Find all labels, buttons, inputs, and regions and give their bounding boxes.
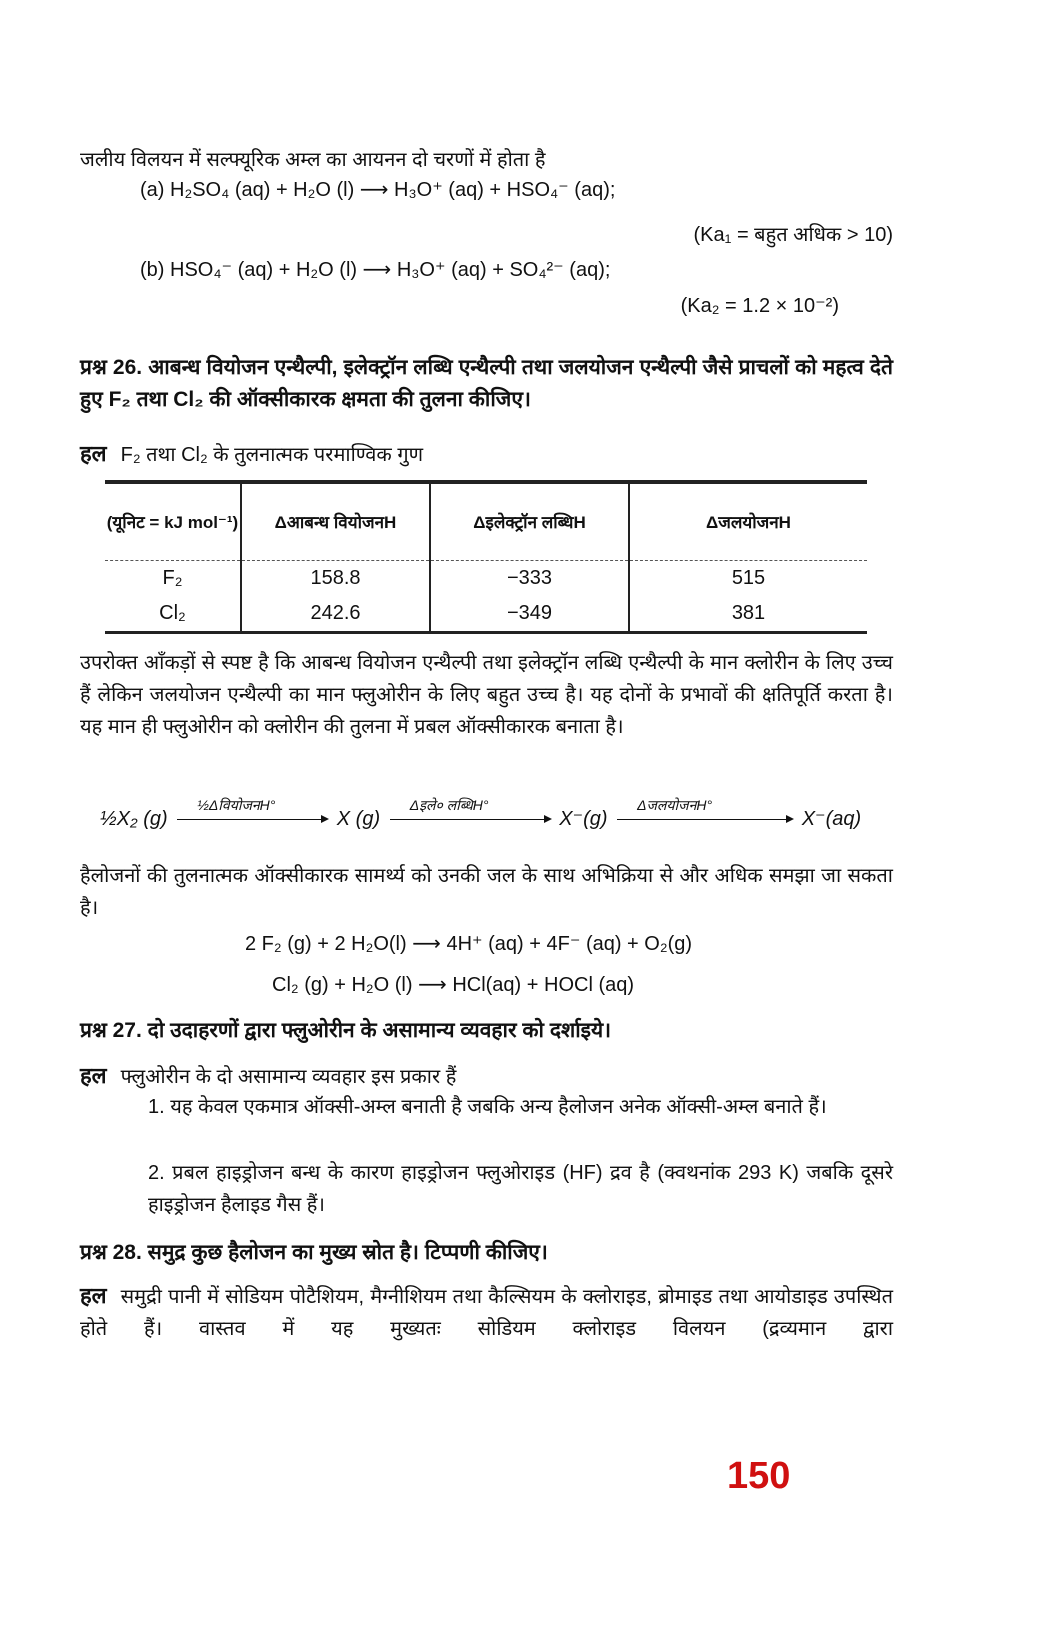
question-28 <box>80 1238 548 1266</box>
solution-text: समुद्री पानी में सोडियम पोटैशियम, मैग्नीशियम तथा कैल्सियम के क्लोराइड, ब्रोमाइड तथा आयोडाइड उपस्थित होते हैं। वास्तव में यह मुख्यतः सोडियम क्लोराइड विलयन (द्रव्यमान द्वारा <box>80 1286 893 1340</box>
intro-text: जलीय विलयन में सल्फ्यूरिक अम्ल का आयनन दो चरणों में होता है <box>80 149 546 171</box>
question-27 <box>80 1016 611 1044</box>
solution-label: हल <box>80 1063 107 1088</box>
question-text: दो उदाहरणों द्वारा फ्लुओरीन के असामान्य व्यवहार को दर्शाइये। <box>147 1019 612 1042</box>
cycle-species: X⁻(aq) <box>801 808 862 830</box>
equation-chlorine: Cl₂ (g) + H₂O (l) ⟶ HCl(aq) + HOCl (aq) <box>272 974 635 996</box>
arrow-label: Δइले० लब्धिH° <box>409 797 489 814</box>
question-26 <box>80 352 893 416</box>
table-caption: F₂ तथा Cl₂ के तुलनात्मक परमाण्विक गुण <box>120 444 424 466</box>
table-row <box>105 560 867 596</box>
cell: 242.6 <box>241 596 430 632</box>
cell: 158.8 <box>241 560 430 596</box>
cell: −349 <box>430 596 629 632</box>
solution-27 <box>80 1060 456 1090</box>
ka2-note: (Ka₂ = 1.2 × 10⁻²) <box>680 295 839 317</box>
equation-b: (b) HSO₄⁻ (aq) + H₂O (l) ⟶ H₃O⁺ (aq) + SO₄²⁻ (aq); <box>140 259 611 281</box>
arrow-icon <box>390 797 550 820</box>
solution-28 <box>80 1280 893 1345</box>
header-unit: (यूनिट = kJ mol⁻¹) <box>106 513 239 533</box>
ka1-note: (Ka₁ = बहुत अधिक > 10) <box>693 224 893 246</box>
paragraph-1: उपरोक्त आँकड़ों से स्पष्ट है कि आबन्ध वियोजन एन्थैल्पी तथा इलेक्ट्रॉन लब्धि एन्थैल्पी के मान क्लोरीन के लिए उच्च हैं लेकिन जलयोजन एन्थैल्पी का मान फ्लुओरीन के लिए बहुत उच्च है। यह दोनों के प्रभावों की क्षतिपूर्ति करता है। यह मान ही फ्लुओरीन को क्लोरीन की तुलना में प्रबल ऑक्सीकारक बनाता है। <box>80 652 893 738</box>
paragraph-2: हैलोजनों की तुलनात्मक ऑक्सीकारक सामर्थ्य को उनकी जल के साथ अभिक्रिया से और अधिक समझा जा सकता है। <box>80 865 893 919</box>
energy-cycle <box>100 797 862 831</box>
solution-text: फ्लुओरीन के दो असामान्य व्यवहार इस प्रकार हैं <box>120 1066 457 1088</box>
arrow-icon <box>617 797 792 820</box>
question-label: प्रश्न 28. <box>80 1241 142 1264</box>
question-text: समुद्र कुछ हैलोजन का मुख्य स्रोत है। टिप्पणी कीजिए। <box>147 1241 548 1264</box>
solution-26 <box>80 438 423 468</box>
arrow-icon <box>177 797 327 820</box>
equation-fluorine: 2 F₂ (g) + 2 H₂O(l) ⟶ 4H⁺ (aq) + 4F⁻ (aq) + O₂(g) <box>245 933 693 955</box>
question-label: प्रश्न 26. <box>80 356 143 379</box>
list-item: 2. प्रबल हाइड्रोजन बन्ध के कारण हाइड्रोजन फ्लुओराइड (HF) द्रव है (क्वथनांक 293 K) जबकि दूसरे हाइड्रोजन हैलाइड गैस हैं। <box>148 1162 893 1216</box>
header-bond-dissociation: Δआबन्ध वियोजनH <box>241 482 430 560</box>
cell: 515 <box>629 560 867 596</box>
arrow-label: ½ΔवियोजनH° <box>197 797 276 814</box>
cycle-species: X (g) <box>336 808 381 830</box>
arrow-label: ΔजलयोजनH° <box>637 797 713 814</box>
solution-label: हल <box>80 1283 107 1308</box>
header-electron-gain: Δइलेक्ट्रॉन लब्धिH <box>430 482 629 560</box>
solution-label: हल <box>80 441 107 466</box>
cell: 381 <box>629 596 867 632</box>
cell: Cl₂ <box>159 601 186 624</box>
cell: F₂ <box>162 566 183 589</box>
table-row <box>105 596 867 632</box>
cell: −333 <box>430 560 629 596</box>
question-text: आबन्ध वियोजन एन्थैल्पी, इलेक्ट्रॉन लब्धि एन्थैल्पी तथा जलयोजन एन्थैल्पी जैसे प्राचलों को महत्व देते हुए F₂ तथा Cl₂ की ऑक्सीकारक क्षमता की तुलना कीजिए। <box>80 356 893 411</box>
cycle-species: X⁻(g) <box>559 808 608 830</box>
list-item: 1. यह केवल एकमात्र ऑक्सी-अम्ल बनाती है जबकि अन्य हैलोजन अनेक ऑक्सी-अम्ल बनाते हैं। <box>148 1096 827 1118</box>
page-number: 150 <box>727 1455 791 1497</box>
question-label: प्रश्न 27. <box>80 1019 142 1042</box>
cycle-species: ½X₂ (g) <box>100 808 168 830</box>
enthalpy-table <box>105 480 867 634</box>
equation-a: (a) H₂SO₄ (aq) + H₂O (l) ⟶ H₃O⁺ (aq) + HSO₄⁻ (aq); <box>140 179 616 201</box>
header-hydration: ΔजलयोजनH <box>629 482 867 560</box>
